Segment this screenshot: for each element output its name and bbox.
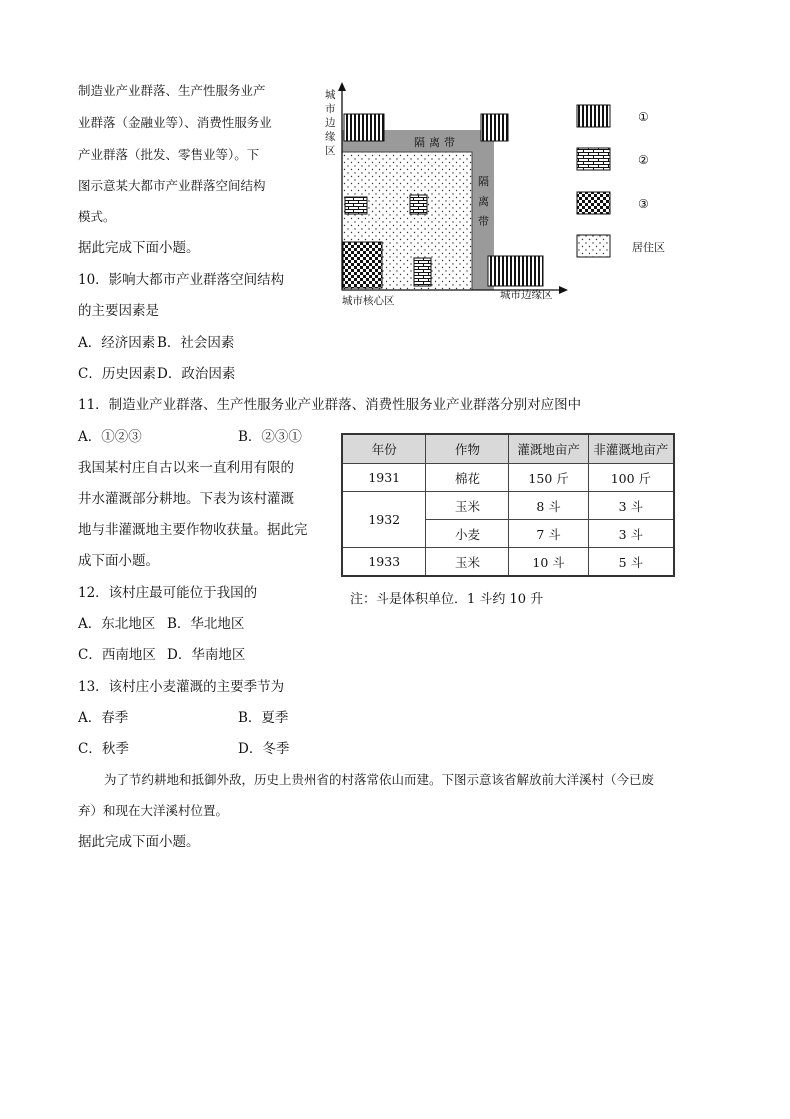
cluster-1-block [488,256,543,286]
q13-option-a: A．春季 [78,710,129,726]
legend-swatch-3 [577,192,610,214]
table-cell-year: 1931 [342,464,426,492]
table-cell-crop: 小麦 [426,520,509,548]
table-header-row [342,434,674,464]
q12-option-d: D．华南地区 [167,647,246,663]
legend-label-2: ② [638,153,649,167]
table-cell-irrigated: 8 斗 [509,492,588,520]
cluster-1-block [344,114,384,141]
intro2-line: 成下面小题。 [78,553,159,569]
q12-option-b: B．华北地区 [167,616,245,632]
q10-option-c: C．历史因素 [78,366,156,382]
cluster-1-block [481,114,508,141]
intro2-line: 我国某村庄自古以来一直利用有限的 [78,460,294,476]
table-cell-non-irrigated: 5 斗 [588,548,674,577]
table-cell-irrigated: 10 斗 [509,548,588,577]
cluster-2-block [410,195,427,214]
passage3-line: 为了节约耕地和抵御外敌，历史上贵州省的村落常依山而建。下图示意该省解放前大洋溪村（今已废 [104,772,655,787]
q12-stem: 12．该村庄最可能位于我国的 [78,585,258,601]
cluster-3-block [343,242,382,288]
q10-stem: 10．影响大都市产业群落空间结构 [78,272,285,288]
q10-stem: 的主要因素是 [78,303,159,319]
table-row [342,464,674,492]
table-cell-non-irrigated: 3 斗 [588,492,674,520]
industrial-cluster-diagram [318,80,678,310]
cluster-2-block [414,258,431,286]
legend-swatch-4 [577,235,610,257]
table-cell-irrigated: 150 斤 [509,464,588,492]
q13-stem: 13．该村庄小麦灌溉的主要季节为 [78,679,285,695]
table-cell-year: 1932 [342,492,426,548]
q13-option-c: C．秋季 [78,741,129,757]
x-axis-arrow [559,286,568,294]
q10-option-b: B．社会因素 [157,335,235,351]
q12-option-a: A．东北地区 [78,616,156,632]
q11-stem: 11．制造业产业群落、生产性服务业产业群落、消费性服务业产业群落分别对应图中 [78,397,582,413]
q10-option-d: D．政治因素 [157,366,236,382]
prompt-text: 据此完成下面小题。 [78,240,200,256]
table-cell-crop: 玉米 [426,492,509,520]
passage3-line: 弃）和现在大洋溪村位置。 [78,803,229,818]
belt-label-top: 隔离带 [414,136,459,149]
intro-line: 业群落（金融业等）、消费性服务业 [78,115,272,130]
table-header-cell: 灌溉地亩产 [509,434,588,464]
table-cell-year: 1933 [342,548,426,577]
table-note: 注：斗是体积单位．1 斗约 10 升 [350,592,544,607]
legend-label-4: 居住区 [632,241,665,254]
q13-option-d: D．冬季 [238,741,290,757]
q10-option-a: A．经济因素 [78,335,156,351]
belt-label-right: 隔离带 [478,175,489,228]
table-header-cell: 年份 [342,434,426,464]
table-cell-crop: 玉米 [426,548,509,577]
q11-option-b: B．②③① [238,429,302,445]
table-row [342,548,674,577]
legend-label-3: ③ [638,197,649,211]
q11-option-a: A．①②③ [78,429,142,445]
table-cell-non-irrigated: 3 斗 [588,520,674,548]
intro2-line: 井水灌溉部分耕地。下表为该村灌溉 [78,491,294,507]
origin-label: 城市核心区 [342,295,395,307]
table-cell-crop: 棉花 [426,464,509,492]
table-cell-irrigated: 7 斗 [509,520,588,548]
intro-line: 产业群落（批发、零售业等）。下 [78,147,260,162]
legend-label-1: ① [638,110,649,124]
table-row [342,492,674,520]
intro-line: 模式。 [78,209,116,224]
yield-table [341,433,675,577]
intro2-line: 地与非灌溉地主要作物收获量。据此完 [78,522,308,538]
q13-option-b: B．夏季 [238,710,289,726]
table-cell-non-irrigated: 100 斤 [588,464,674,492]
y-axis-label: 城市边缘区 [325,89,336,157]
q12-option-c: C．西南地区 [78,647,156,663]
intro-line: 制造业产业群落、生产性服务业产 [78,83,266,98]
legend-swatch-2 [577,148,610,170]
table-header-cell: 作物 [426,434,509,464]
y-axis-arrow [338,82,346,91]
x-axis-label: 城市边缘区 [500,289,553,301]
intro-line: 图示意某大都市产业群落空间结构 [78,178,266,193]
table-header-cell: 非灌溉地亩产 [588,434,674,464]
legend-swatch-1 [577,105,610,127]
prompt-text: 据此完成下面小题。 [78,834,200,850]
cluster-2-block [345,197,367,214]
